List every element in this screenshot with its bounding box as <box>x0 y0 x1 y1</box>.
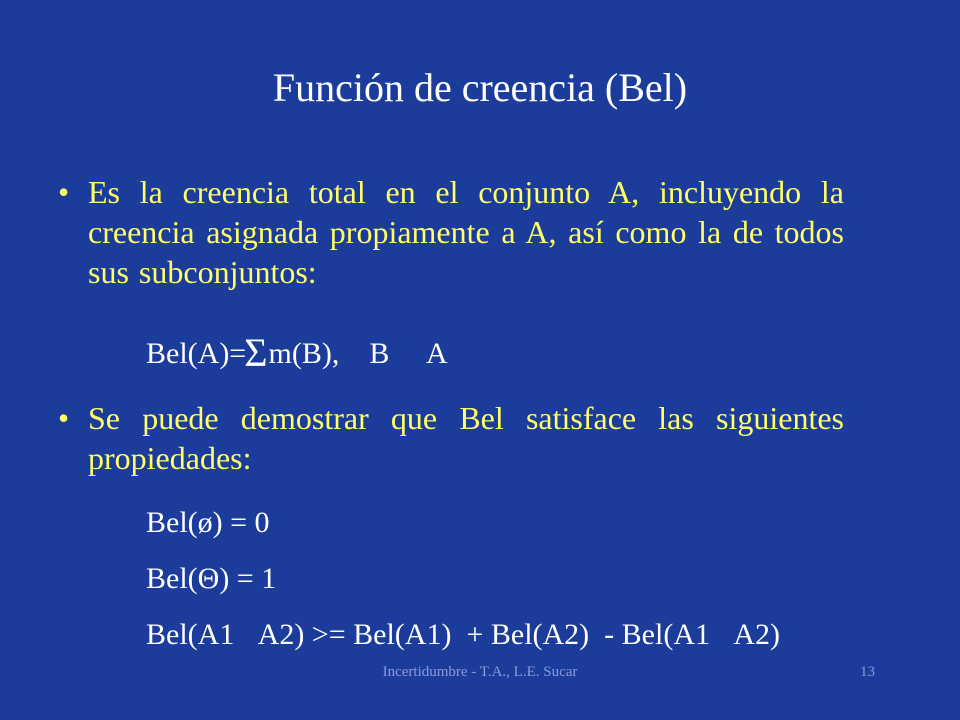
property-line: Bel(A1 A2) >= Bel(A1) + Bel(A2) - Bel(A1 A2) <box>146 618 780 651</box>
bullet-marker: • <box>58 174 70 210</box>
bullet-marker: • <box>58 400 70 436</box>
formula <box>146 330 448 375</box>
formula-suffix: m(B), B   A <box>268 337 448 370</box>
sigma-symbol: Σ <box>244 330 268 375</box>
formula-prefix: Bel(A)= <box>146 337 247 370</box>
bullet-text: Se puede demostrar que Bel satisface las siguientes propiedades: <box>88 400 844 476</box>
property-line: Bel(Θ) = 1 <box>146 562 277 595</box>
page-number: 13 <box>860 664 875 680</box>
footer-text: Incertidumbre - T.A., L.E. Sucar <box>382 664 578 680</box>
bullet-text: Es la creencia total en el conjunto A, incluyendo la creencia asignada propiamente a A, así como la de todos sus subconjuntos: <box>88 174 844 290</box>
slide-title: Función de creencia (Bel) <box>272 65 688 110</box>
property-line: Bel(ø) = 0 <box>146 506 270 539</box>
